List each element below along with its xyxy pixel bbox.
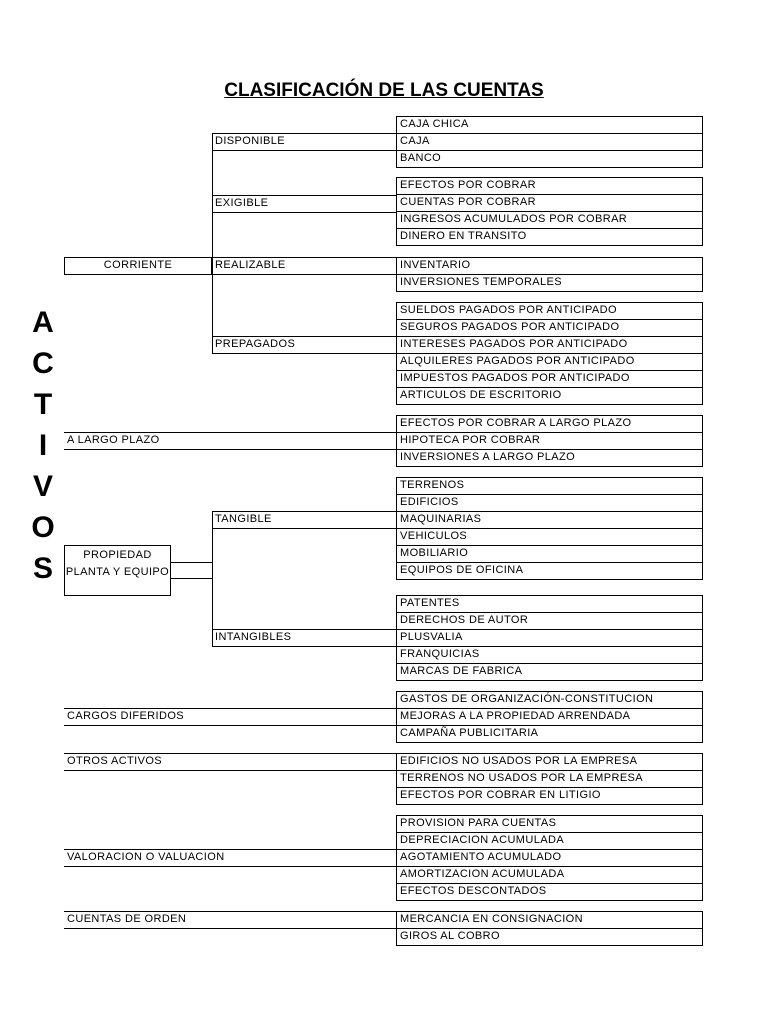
ppe-branch-line <box>212 511 213 647</box>
account-item: TERRENOS NO USADOS POR LA EMPRESA <box>396 770 703 788</box>
account-item: INVENTARIO <box>396 257 703 275</box>
category-corriente: CORRIENTE <box>64 257 212 275</box>
account-item: SEGUROS PAGADOS POR ANTICIPADO <box>396 319 703 337</box>
account-item: MAQUINARIAS <box>396 511 703 529</box>
account-item: DEPRECIACION ACUMULADA <box>396 832 703 850</box>
account-item: IMPUESTOS PAGADOS POR ANTICIPADO <box>396 370 703 388</box>
subcategory-tangible: TANGIBLE <box>212 511 396 529</box>
category-otros-activos: OTROS ACTIVOS <box>64 753 396 771</box>
account-item: AGOTAMIENTO ACUMULADO <box>396 849 703 867</box>
account-item: DERECHOS DE AUTOR <box>396 612 703 630</box>
account-item: PATENTES <box>396 595 703 613</box>
account-item: EDIFICIOS NO USADOS POR LA EMPRESA <box>396 753 703 771</box>
page-title: CLASIFICACIÓN DE LAS CUENTAS <box>224 80 544 101</box>
corriente-branch-line <box>212 133 213 353</box>
vertical-letter: A <box>32 306 54 339</box>
category-propiedad-planta-equipo: PROPIEDAD PLANTA Y EQUIPO <box>64 545 171 596</box>
account-item: SUELDOS PAGADOS POR ANTICIPADO <box>396 302 703 320</box>
account-item: EQUIPOS DE OFICINA <box>396 562 703 580</box>
account-item: MERCANCIA EN CONSIGNACION <box>396 911 703 929</box>
vertical-letter: C <box>32 347 54 380</box>
vertical-letter: I <box>38 429 48 462</box>
subcategory-disponible: DISPONIBLE <box>212 133 396 151</box>
vertical-letter: S <box>32 552 53 585</box>
subcategory-prepagados: PREPAGADOS <box>212 336 396 354</box>
account-item: CAMPAÑA PUBLICITARIA <box>396 725 703 743</box>
category-largo-plazo: A LARGO PLAZO <box>64 432 396 450</box>
account-item: INVERSIONES A LARGO PLAZO <box>396 449 703 467</box>
account-item: MEJORAS A LA PROPIEDAD ARRENDADA <box>396 708 703 726</box>
ppe-connector-top <box>171 562 212 563</box>
account-item: MOBILIARIO <box>396 545 703 563</box>
account-item: AMORTIZACION ACUMULADA <box>396 866 703 884</box>
vertical-letter: V <box>32 470 53 503</box>
category-cuentas-orden: CUENTAS DE ORDEN <box>64 911 396 929</box>
account-item: INGRESOS ACUMULADOS POR COBRAR <box>396 211 703 229</box>
account-item: HIPOTECA POR COBRAR <box>396 432 703 450</box>
account-item: EFECTOS POR COBRAR EN LITIGIO <box>396 787 703 805</box>
vertical-letter: T <box>33 388 53 421</box>
account-item: BANCO <box>396 150 703 168</box>
vertical-letter: O <box>31 511 55 544</box>
account-item: EFECTOS POR COBRAR A LARGO PLAZO <box>396 415 703 433</box>
category-valoracion: VALORACION O VALUACION <box>64 849 396 867</box>
account-item: INVERSIONES TEMPORALES <box>396 274 703 292</box>
account-item: PLUSVALIA <box>396 629 703 647</box>
subcategory-exigible: EXIGIBLE <box>212 195 396 213</box>
account-item: VEHICULOS <box>396 528 703 546</box>
account-item: GIROS AL COBRO <box>396 928 703 946</box>
account-item: EFECTOS DESCONTADOS <box>396 883 703 901</box>
account-item: DINERO EN TRANSITO <box>396 228 703 246</box>
account-item: CAJA CHICA <box>396 116 703 134</box>
subcategory-intangibles: INTANGIBLES <box>212 629 396 647</box>
account-item: MARCAS DE FABRICA <box>396 663 703 681</box>
account-item: INTERESES PAGADOS POR ANTICIPADO <box>396 336 703 354</box>
account-item: EFECTOS POR COBRAR <box>396 177 703 195</box>
account-item: CAJA <box>396 133 703 151</box>
account-item: PROVISION PARA CUENTAS <box>396 815 703 833</box>
category-cargos-diferidos: CARGOS DIFERIDOS <box>64 708 396 726</box>
account-item: CUENTAS POR COBRAR <box>396 194 703 212</box>
account-item: TERRENOS <box>396 477 703 495</box>
account-item: ALQUILERES PAGADOS POR ANTICIPADO <box>396 353 703 371</box>
subcategory-realizable: REALIZABLE <box>212 257 396 275</box>
account-item: EDIFICIOS <box>396 494 703 512</box>
ppe-connector-bottom <box>171 578 212 579</box>
account-item: ARTICULOS DE ESCRITORIO <box>396 387 703 405</box>
account-item: FRANQUICIAS <box>396 646 703 664</box>
account-item: GASTOS DE ORGANIZACIÓN-CONSTITUCION <box>396 691 703 709</box>
